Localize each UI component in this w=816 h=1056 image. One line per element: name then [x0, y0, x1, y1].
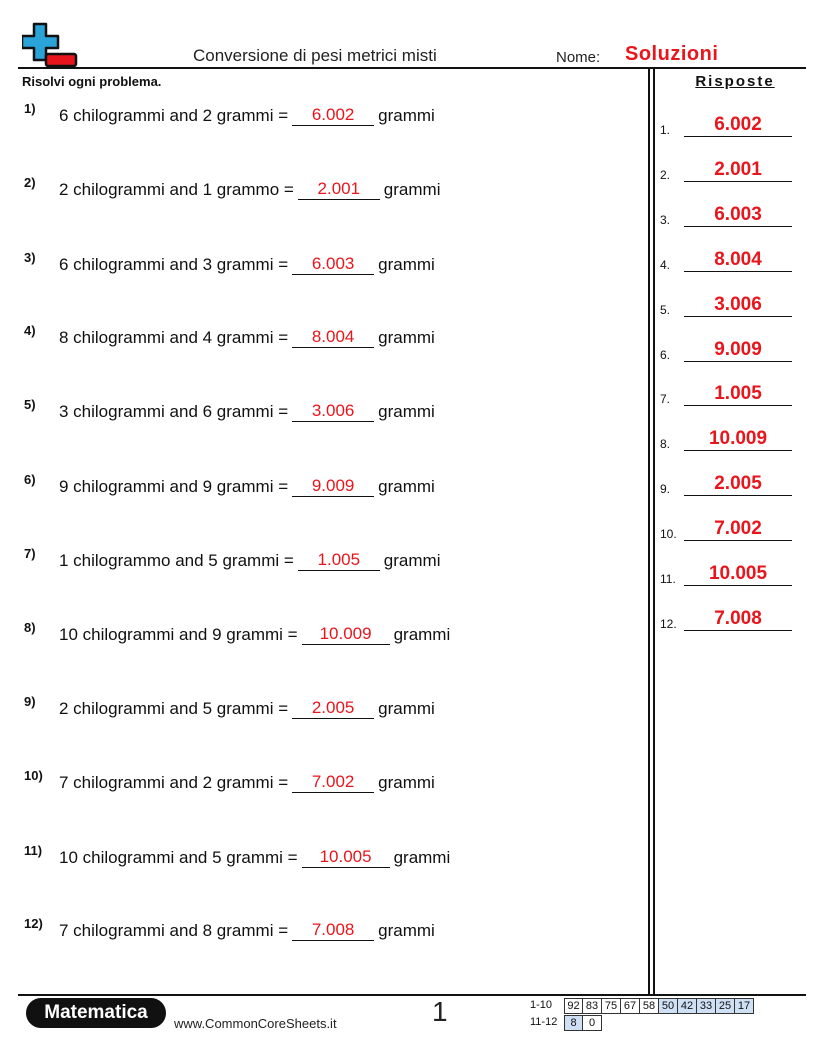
problem-1 — [24, 100, 435, 126]
problem-text: 9 chilogrammi and 9 grammi = — [59, 477, 289, 496]
score-cell: 42 — [678, 998, 697, 1014]
problem-unit: grammi — [378, 477, 435, 496]
answer-blank[interactable]: 6.003 — [292, 254, 374, 275]
score-cell: 8 — [564, 1015, 583, 1031]
score-cell: 92 — [564, 998, 583, 1014]
score-cell: 58 — [640, 998, 659, 1014]
problem-unit: grammi — [378, 255, 435, 274]
answer-key-number: 5. — [660, 303, 671, 317]
answer-key-number: 9. — [660, 482, 671, 496]
problem-number: 3) — [24, 250, 36, 265]
problem-text: 2 chilogrammi and 5 grammi = — [59, 699, 289, 718]
problem-text: 6 chilogrammi and 2 grammi = — [59, 106, 289, 125]
score-cell: 25 — [716, 998, 735, 1014]
answer-key-number: 10. — [660, 527, 677, 541]
page-number: 1 — [432, 996, 448, 1027]
problem-text: 10 chilogrammi and 5 grammi = — [59, 848, 298, 867]
answer-key-number: 11. — [660, 572, 676, 586]
answer-blank[interactable]: 1.005 — [298, 550, 380, 571]
answer-blank[interactable]: 7.002 — [292, 772, 374, 793]
instructions: Risolvi ogni problema. — [22, 74, 162, 89]
website-link[interactable]: www.CommonCoreSheets.it — [174, 1016, 337, 1031]
answer-key-number: 7. — [660, 392, 671, 406]
problem-2 — [24, 174, 440, 200]
answer-blank[interactable]: 6.002 — [292, 105, 374, 126]
answer-key-value: 6.002 — [684, 114, 792, 137]
problem-12 — [24, 915, 435, 941]
problem-number: 5) — [24, 397, 36, 412]
answer-key-value: 7.008 — [684, 608, 792, 631]
answer-key-row — [660, 338, 792, 364]
problem-text: 1 chilogrammo and 5 grammi = — [59, 551, 294, 570]
answer-key-row — [660, 517, 792, 543]
problem-unit: grammi — [383, 180, 441, 199]
top-rule — [18, 67, 806, 69]
answer-blank[interactable]: 8.004 — [292, 327, 374, 348]
problem-text: 7 chilogrammi and 2 grammi = — [59, 773, 289, 792]
problem-unit: grammi — [393, 625, 451, 644]
plus-minus-logo-icon — [22, 22, 78, 68]
problem-5 — [24, 396, 435, 422]
answer-blank[interactable]: 9.009 — [292, 476, 374, 497]
column-divider — [648, 67, 650, 995]
column-divider — [653, 67, 655, 995]
answer-blank[interactable]: 2.001 — [298, 179, 380, 200]
answer-key-number: 12. — [660, 617, 677, 631]
bottom-rule — [18, 994, 806, 996]
answer-key-value: 7.002 — [684, 518, 792, 541]
problem-number: 8) — [24, 620, 36, 635]
score-cell: 33 — [697, 998, 716, 1014]
problem-10 — [24, 767, 435, 793]
score-row-1-10 — [530, 998, 754, 1014]
problem-number: 1) — [24, 101, 36, 116]
problem-4 — [24, 322, 435, 348]
score-cell: 83 — [583, 998, 602, 1014]
name-label: Nome: — [556, 49, 601, 66]
problem-number: 12) — [24, 916, 43, 931]
score-cell: 67 — [621, 998, 640, 1014]
problem-number: 2) — [24, 175, 36, 190]
problem-unit: grammi — [378, 699, 435, 718]
score-row-label: 1-10 — [530, 999, 553, 1011]
answer-key-value: 3.006 — [684, 294, 792, 317]
problem-number: 6) — [24, 472, 36, 487]
answer-key-number: 6. — [660, 348, 671, 362]
answer-key-number: 3. — [660, 213, 671, 227]
answer-key-value: 8.004 — [684, 249, 792, 272]
problem-6 — [24, 471, 435, 497]
answer-key-number: 4. — [660, 258, 671, 272]
problem-number: 9) — [24, 694, 36, 709]
problem-text: 7 chilogrammi and 8 grammi = — [59, 921, 289, 940]
problem-unit: grammi — [378, 773, 435, 792]
answer-key-row — [660, 607, 792, 633]
problem-unit: grammi — [383, 551, 441, 570]
problem-unit: grammi — [378, 328, 435, 347]
problem-8 — [24, 619, 450, 645]
answer-blank[interactable]: 10.009 — [302, 624, 390, 645]
answer-key-row — [660, 562, 792, 588]
answer-blank[interactable]: 3.006 — [292, 401, 374, 422]
problem-number: 10) — [24, 768, 43, 783]
problem-unit: grammi — [393, 848, 451, 867]
problem-number: 4) — [24, 323, 36, 338]
answer-blank[interactable]: 7.008 — [292, 920, 374, 941]
answer-key-value: 2.005 — [684, 473, 792, 496]
problem-unit: grammi — [378, 402, 435, 421]
problem-unit: grammi — [378, 921, 435, 940]
score-row-11-12 — [530, 1015, 602, 1031]
answer-key-number: 1. — [660, 123, 671, 137]
answer-key-row — [660, 427, 792, 453]
problem-number: 7) — [24, 546, 36, 561]
score-row-label: 11-12 — [530, 1016, 558, 1028]
name-value: Soluzioni — [625, 43, 719, 65]
problem-text: 6 chilogrammi and 3 grammi = — [59, 255, 289, 274]
answer-key-value: 1.005 — [684, 383, 792, 406]
answer-key-row — [660, 248, 792, 274]
score-cell: 0 — [583, 1015, 602, 1031]
answer-key-row — [660, 293, 792, 319]
answer-key-row — [660, 203, 792, 229]
answer-key-value: 6.003 — [684, 204, 792, 227]
problem-text: 10 chilogrammi and 9 grammi = — [59, 625, 298, 644]
problem-number: 11) — [24, 843, 43, 858]
answer-key-row — [660, 113, 792, 139]
answer-key-value: 2.001 — [684, 159, 792, 182]
answer-key-number: 8. — [660, 437, 671, 451]
answer-key-value: 10.005 — [684, 563, 792, 586]
problem-7 — [24, 545, 440, 571]
problem-11 — [24, 842, 450, 868]
answer-key-value: 10.009 — [684, 428, 792, 451]
subject-badge: Matematica — [26, 998, 166, 1028]
problem-text: 8 chilogrammi and 4 grammi = — [59, 328, 289, 347]
problem-unit: grammi — [378, 106, 435, 125]
page-title: Conversione di pesi metrici misti — [193, 46, 437, 65]
problem-text: 2 chilogrammi and 1 grammo = — [59, 180, 294, 199]
answer-key-row — [660, 158, 792, 184]
problem-text: 3 chilogrammi and 6 grammi = — [59, 402, 289, 421]
answer-key-number: 2. — [660, 168, 671, 182]
score-cell: 50 — [659, 998, 678, 1014]
answer-key-value: 9.009 — [684, 339, 792, 362]
answer-blank[interactable]: 2.005 — [292, 698, 374, 719]
problem-9 — [24, 693, 435, 719]
answers-title: Risposte — [695, 73, 775, 90]
answer-key-row — [660, 472, 792, 498]
answer-key-row — [660, 382, 792, 408]
score-cell: 75 — [602, 998, 621, 1014]
problem-3 — [24, 249, 435, 275]
score-cell: 17 — [735, 998, 754, 1014]
answer-blank[interactable]: 10.005 — [302, 847, 390, 868]
